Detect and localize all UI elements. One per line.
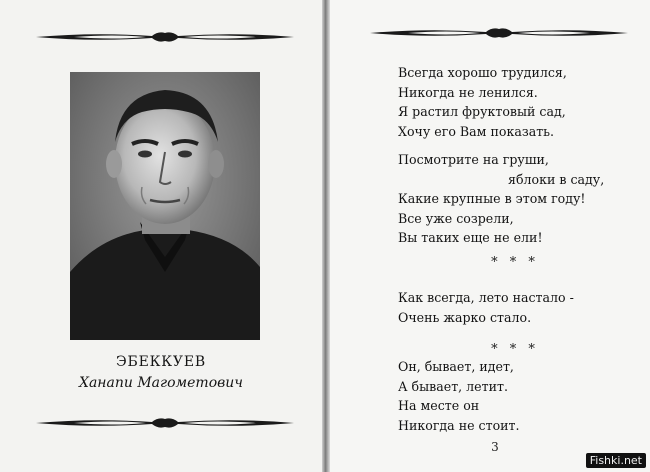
- ornament-divider-icon: [34, 416, 296, 430]
- poem-line: Очень жарко стало.: [398, 309, 532, 325]
- person-surname: ЭБЕККУЕВ: [116, 354, 206, 370]
- poem-line: Посмотрите на груши,: [398, 152, 549, 167]
- ornament-divider-icon: [368, 26, 630, 40]
- poem-line: Он, бывает, идет,: [398, 359, 514, 374]
- stanza-separator: * * *: [491, 255, 539, 270]
- poem-line: Вы таких еще не ели!: [398, 230, 543, 245]
- poem-line: Как всегда, лето настало -: [398, 290, 574, 305]
- poem-line: яблоки в саду,: [508, 171, 605, 187]
- poem-line: Всегда хорошо трудился,: [398, 65, 567, 80]
- poem-line: Я растил фруктовый сад,: [398, 104, 566, 119]
- poem-stanza-4: [398, 357, 623, 435]
- poem-stanza-1: [398, 63, 623, 141]
- poem-line: На месте он: [398, 398, 480, 413]
- portrait-photo: [70, 72, 260, 340]
- poem-line: Никогда не ленился.: [398, 84, 538, 100]
- poem-stanza-3: [398, 288, 623, 327]
- poem-stanza-2: [398, 150, 623, 248]
- watermark-logo: Fishki.net: [586, 453, 646, 468]
- poem-line: Все уже созрели,: [398, 210, 514, 226]
- poem-line: Никогда не стоит.: [398, 417, 520, 433]
- book-gutter: [322, 0, 330, 472]
- poem-line: А бывает, летит.: [398, 378, 508, 394]
- stanza-separator: * * *: [491, 342, 539, 357]
- poem-line: Хочу его Вам показать.: [398, 123, 555, 139]
- page-number: 3: [491, 440, 499, 454]
- poem-line: Какие крупные в этом году!: [398, 191, 586, 206]
- ornament-divider-icon: [34, 30, 296, 44]
- person-full-name: Ханапи Магометович: [78, 375, 244, 391]
- left-page: [0, 0, 322, 472]
